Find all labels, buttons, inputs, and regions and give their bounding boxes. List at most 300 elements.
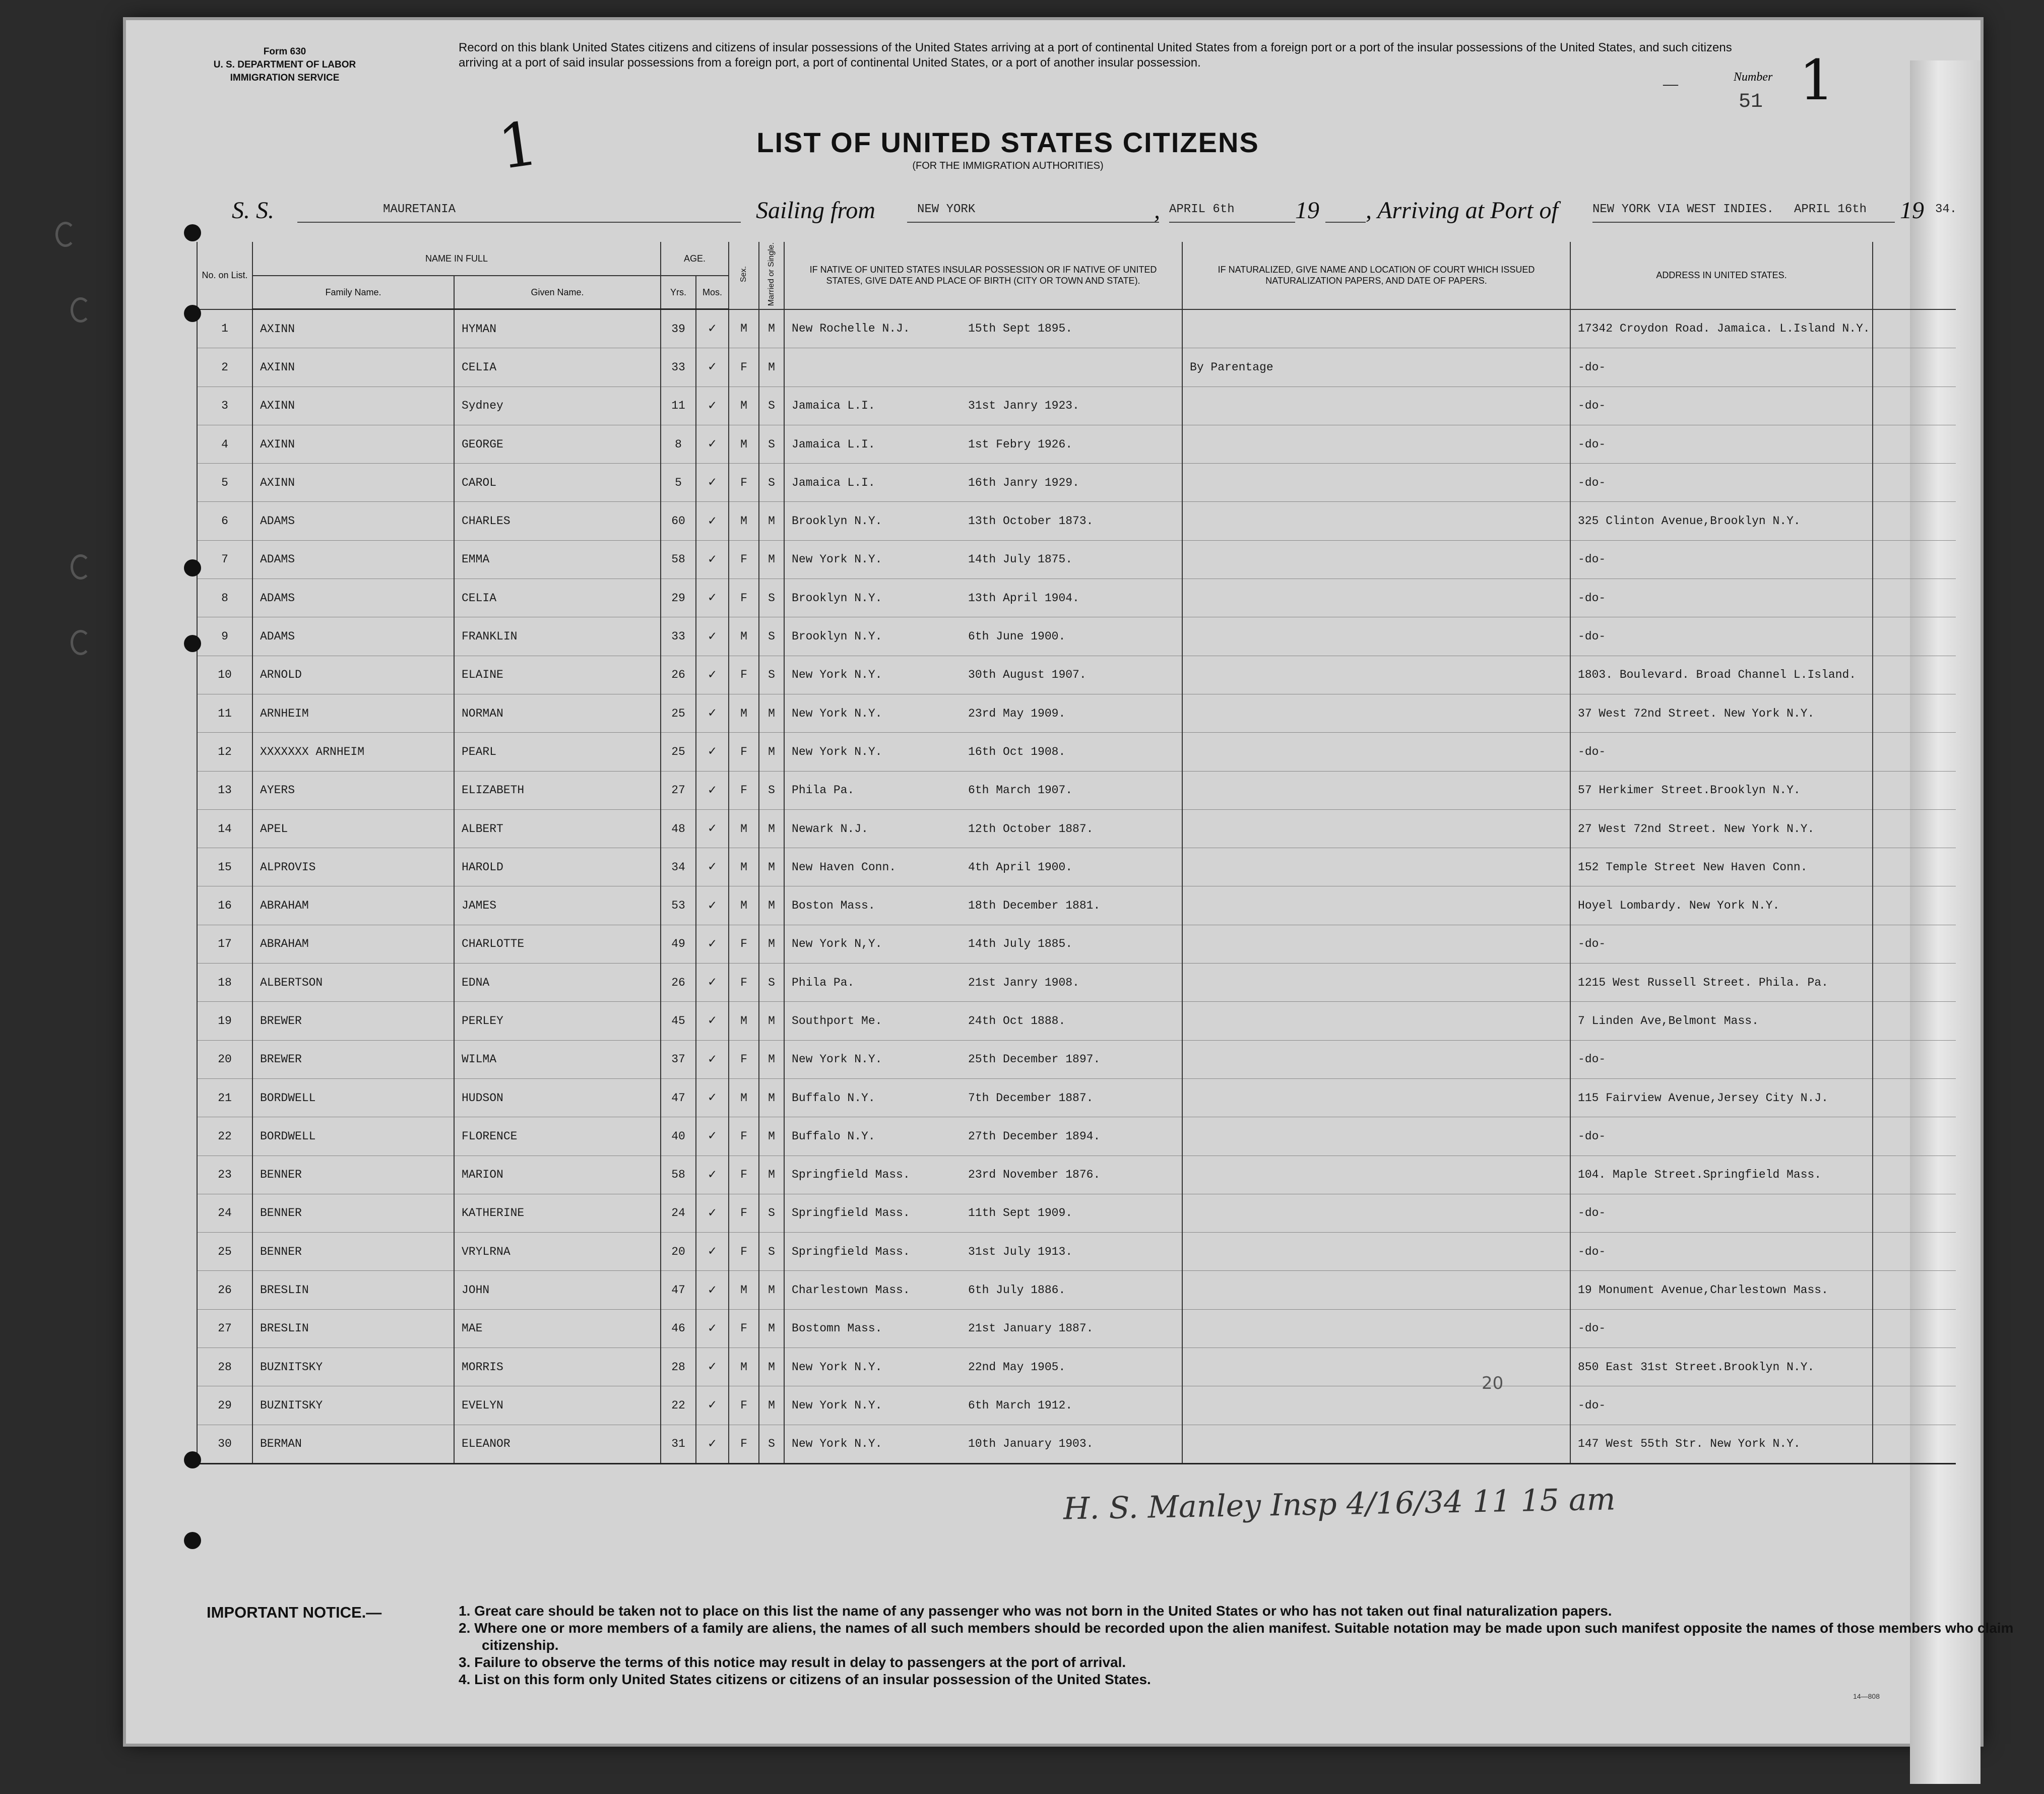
- naturalization: [1182, 425, 1570, 463]
- sex: F: [729, 1386, 759, 1425]
- table-row: [197, 733, 1956, 771]
- address: -do-: [1570, 1309, 1873, 1348]
- row-number: 29: [197, 1386, 252, 1425]
- blank-cell: [1873, 1194, 1956, 1232]
- birth-info: [784, 348, 1182, 387]
- age-years: 28: [661, 1348, 696, 1386]
- age-years: 26: [661, 964, 696, 1002]
- number-dash: —: [1663, 76, 1678, 92]
- age-years: 45: [661, 1002, 696, 1040]
- manifest-page: [126, 20, 2014, 1744]
- row-number: 18: [197, 964, 252, 1002]
- sex: F: [729, 1194, 759, 1232]
- number-handwritten: 1: [1799, 48, 1834, 112]
- age-months: ✓: [696, 848, 729, 886]
- row-number: 9: [197, 617, 252, 656]
- marital-status: S: [759, 1425, 784, 1463]
- naturalization: [1182, 886, 1570, 925]
- sex: M: [729, 1002, 759, 1040]
- age-months: ✓: [696, 348, 729, 387]
- birth-info: [784, 502, 1182, 540]
- family-name: BENNER: [252, 1233, 454, 1271]
- age-months: ✓: [696, 925, 729, 963]
- address: -do-: [1570, 1117, 1873, 1156]
- birth-info: [784, 809, 1182, 848]
- number-label: Number: [1734, 71, 1773, 84]
- address: -do-: [1570, 1233, 1873, 1271]
- family-name: ABRAHAM: [252, 925, 454, 963]
- family-name: AXINN: [252, 464, 454, 502]
- age-years: 22: [661, 1386, 696, 1425]
- inspector-signature: H. S. Manley Insp 4/16/34 11 15 am: [1063, 1482, 1616, 1527]
- sex: F: [729, 464, 759, 502]
- birth-info: [784, 1002, 1182, 1040]
- year-prefix: 19: [1295, 197, 1319, 224]
- table-row: [197, 1002, 1956, 1040]
- birth-place: New York N.Y.: [792, 1437, 882, 1451]
- family-name: AXINN: [252, 348, 454, 387]
- birth-place: Buffalo N.Y.: [792, 1091, 875, 1105]
- blank-cell: [1873, 502, 1956, 540]
- birth-place: Springfield Mass.: [792, 1245, 910, 1258]
- sex: F: [729, 1156, 759, 1194]
- intro-instructions: Record on this blank United States citizens and citizens of insular possessions of the United States arriving at a port of continental United States from a foreign port or a port of the insular possessions of the United States, and such citizens arriving at a port of said insular possessions from a foreign port, a port of continental United States, or a port of another insular possession.: [459, 41, 1732, 70]
- given-name: CHARLOTTE: [454, 925, 661, 963]
- given-name: ELIZABETH: [454, 771, 661, 809]
- birth-date: 15th Sept 1895.: [968, 322, 1073, 336]
- table-row: [197, 1348, 1956, 1386]
- birth-date: 24th Oct 1888.: [968, 1014, 1066, 1028]
- notice-heading: IMPORTANT NOTICE.—: [207, 1604, 382, 1621]
- marital-status: M: [759, 540, 784, 579]
- naturalization: [1182, 771, 1570, 809]
- binder-ring: [71, 297, 91, 323]
- table-row: [197, 309, 1956, 348]
- given-name: ELAINE: [454, 656, 661, 694]
- form-id-line: IMMIGRATION SERVICE: [230, 73, 340, 83]
- given-name: CAROL: [454, 464, 661, 502]
- col-header-name-in-full: NAME IN FULL: [252, 242, 661, 276]
- given-name: EDNA: [454, 964, 661, 1002]
- birth-place: Brooklyn N.Y.: [792, 515, 882, 528]
- col-header-address: ADDRESS IN UNITED STATES.: [1570, 242, 1873, 309]
- notice-item: 3. Failure to observe the terms of this notice may result in delay to passengers at the port of arrival.: [459, 1654, 1126, 1670]
- age-years: 5: [661, 464, 696, 502]
- address: -do-: [1570, 464, 1873, 502]
- col-header-family: Family Name.: [252, 276, 454, 309]
- birth-date: 12th October 1887.: [968, 822, 1094, 836]
- birth-place: New York N.Y.: [792, 707, 882, 720]
- age-years: 29: [661, 579, 696, 617]
- sex: M: [729, 617, 759, 656]
- age-months: ✓: [696, 886, 729, 925]
- family-name: ADAMS: [252, 502, 454, 540]
- family-name: BORDWELL: [252, 1117, 454, 1156]
- birth-info: [784, 579, 1182, 617]
- age-months: ✓: [696, 540, 729, 579]
- row-number: 16: [197, 886, 252, 925]
- birth-place: New Rochelle N.J.: [792, 322, 910, 336]
- address: -do-: [1570, 425, 1873, 463]
- birth-place: Springfield Mass.: [792, 1206, 910, 1220]
- birth-date: 31st July 1913.: [968, 1245, 1073, 1258]
- birth-date: 13th October 1873.: [968, 515, 1094, 528]
- given-name: HUDSON: [454, 1078, 661, 1117]
- row-number: 8: [197, 579, 252, 617]
- col-header-blank: [1873, 242, 1956, 309]
- birth-place: Jamaica L.I.: [792, 399, 875, 413]
- row-number: 25: [197, 1233, 252, 1271]
- sex: F: [729, 1425, 759, 1463]
- birth-info: [784, 733, 1182, 771]
- address: 325 Clinton Avenue,Brooklyn N.Y.: [1570, 502, 1873, 540]
- birth-date: 21st Janry 1908.: [968, 976, 1079, 989]
- birth-info: [784, 1348, 1182, 1386]
- address: 37 West 72nd Street. New York N.Y.: [1570, 694, 1873, 732]
- birth-info: [784, 656, 1182, 694]
- marital-status: S: [759, 656, 784, 694]
- naturalization: [1182, 1348, 1570, 1386]
- birth-place: Phila Pa.: [792, 976, 855, 989]
- marital-status: M: [759, 1271, 784, 1309]
- birth-date: 16th Janry 1929.: [968, 476, 1079, 489]
- given-name: HAROLD: [454, 848, 661, 886]
- sex: F: [729, 771, 759, 809]
- address: 115 Fairview Avenue,Jersey City N.J.: [1570, 1078, 1873, 1117]
- blank-cell: [1873, 579, 1956, 617]
- row-number: 30: [197, 1425, 252, 1463]
- naturalization: [1182, 1078, 1570, 1117]
- naturalization: By Parentage: [1182, 348, 1570, 387]
- marital-status: S: [759, 964, 784, 1002]
- table-row: [197, 540, 1956, 579]
- blank-cell: [1873, 1078, 1956, 1117]
- table-row: [197, 425, 1956, 463]
- age-years: 47: [661, 1078, 696, 1117]
- age-months: ✓: [696, 1078, 729, 1117]
- table-row: [197, 1078, 1956, 1117]
- ship-underline: [297, 222, 741, 223]
- age-months: ✓: [696, 425, 729, 463]
- naturalization: [1182, 1233, 1570, 1271]
- passenger-table: [197, 242, 1956, 1464]
- birth-date: 6th July 1886.: [968, 1284, 1066, 1297]
- naturalization: [1182, 1386, 1570, 1425]
- birth-info: [784, 1271, 1182, 1309]
- sex: F: [729, 733, 759, 771]
- family-name: ALPROVIS: [252, 848, 454, 886]
- marital-status: M: [759, 1002, 784, 1040]
- birth-place: New York N.Y.: [792, 1398, 882, 1412]
- birth-place: Charlestown Mass.: [792, 1284, 910, 1297]
- col-header-sex: Sex.: [729, 242, 759, 309]
- blank-cell: [1873, 1386, 1956, 1425]
- table-row: [197, 1386, 1956, 1425]
- birth-date: 10th January 1903.: [968, 1437, 1094, 1451]
- address: 850 East 31st Street.Brooklyn N.Y.: [1570, 1348, 1873, 1386]
- marital-status: M: [759, 1386, 784, 1425]
- blank-cell: [1873, 617, 1956, 656]
- sailing-date: APRIL 6th: [1169, 203, 1235, 216]
- address: -do-: [1570, 733, 1873, 771]
- blank-cell: [1873, 848, 1956, 886]
- marital-status: M: [759, 1040, 784, 1078]
- sailing-date-underline: [1169, 222, 1295, 223]
- birth-info: [784, 886, 1182, 925]
- birth-info: [784, 617, 1182, 656]
- family-name: ARNOLD: [252, 656, 454, 694]
- given-name: MAE: [454, 1309, 661, 1348]
- birth-date: 22nd May 1905.: [968, 1360, 1066, 1374]
- birth-info: [784, 848, 1182, 886]
- address: 152 Temple Street New Haven Conn.: [1570, 848, 1873, 886]
- blank-cell: [1873, 1040, 1956, 1078]
- address: -do-: [1570, 1194, 1873, 1232]
- col-header-naturalized: IF NATURALIZED, GIVE NAME AND LOCATION OF COURT WHICH ISSUED NATURALIZATION PAPERS, AND DATE OF PAPERS.: [1182, 242, 1570, 309]
- family-name: BUZNITSKY: [252, 1386, 454, 1425]
- address: -do-: [1570, 348, 1873, 387]
- form-identifier: [171, 45, 398, 85]
- blank-cell: [1873, 540, 1956, 579]
- year-underline: [1325, 222, 1366, 223]
- binder-hole: [184, 1451, 201, 1468]
- age-months: ✓: [696, 656, 729, 694]
- sex: F: [729, 1233, 759, 1271]
- table-row: [197, 694, 1956, 732]
- naturalization: [1182, 1309, 1570, 1348]
- row-number: 2: [197, 348, 252, 387]
- family-name: AXINN: [252, 309, 454, 348]
- birth-date: 23rd November 1876.: [968, 1168, 1101, 1182]
- naturalization: [1182, 579, 1570, 617]
- row-number: 23: [197, 1156, 252, 1194]
- marital-status: M: [759, 848, 784, 886]
- family-name: XXXXXXX ARNHEIM: [252, 733, 454, 771]
- age-years: 58: [661, 540, 696, 579]
- birth-info: [784, 1156, 1182, 1194]
- birth-date: 18th December 1881.: [968, 899, 1101, 913]
- address: -do-: [1570, 617, 1873, 656]
- birth-date: 14th July 1885.: [968, 937, 1073, 951]
- blank-cell: [1873, 425, 1956, 463]
- blank-cell: [1873, 733, 1956, 771]
- marital-status: S: [759, 617, 784, 656]
- given-name: GEORGE: [454, 425, 661, 463]
- table-row: [197, 656, 1956, 694]
- arriving-label: , Arriving at Port of: [1366, 197, 1558, 224]
- birth-place: New Haven Conn.: [792, 860, 897, 874]
- address: 17342 Croydon Road. Jamaica. L.Island N.Y.: [1570, 309, 1873, 348]
- blank-cell: [1873, 464, 1956, 502]
- birth-info: [784, 1078, 1182, 1117]
- address: -do-: [1570, 387, 1873, 425]
- address: 147 West 55th Str. New York N.Y.: [1570, 1425, 1873, 1463]
- marital-status: M: [759, 1117, 784, 1156]
- naturalization: [1182, 387, 1570, 425]
- marital-status: M: [759, 1156, 784, 1194]
- marital-status: S: [759, 1233, 784, 1271]
- table-row: [197, 1156, 1956, 1194]
- age-years: 47: [661, 1271, 696, 1309]
- table-row: [197, 848, 1956, 886]
- birth-info: [784, 964, 1182, 1002]
- given-name: CELIA: [454, 579, 661, 617]
- address: 7 Linden Ave,Belmont Mass.: [1570, 1002, 1873, 1040]
- voyage-line: [232, 197, 1996, 232]
- table-row: [197, 1117, 1956, 1156]
- blank-cell: [1873, 1156, 1956, 1194]
- sex: M: [729, 848, 759, 886]
- birth-info: [784, 425, 1182, 463]
- given-name: EVELYN: [454, 1386, 661, 1425]
- arrival-year-prefix: 19: [1900, 197, 1924, 224]
- address: -do-: [1570, 925, 1873, 963]
- birth-place: Jamaica L.I.: [792, 437, 875, 451]
- birth-place: Boston Mass.: [792, 899, 875, 913]
- age-years: 31: [661, 1425, 696, 1463]
- marital-status: M: [759, 733, 784, 771]
- family-name: ADAMS: [252, 540, 454, 579]
- age-months: ✓: [696, 964, 729, 1002]
- blank-cell: [1873, 309, 1956, 348]
- birth-info: [784, 1425, 1182, 1463]
- birth-info: [784, 387, 1182, 425]
- given-name: KATHERINE: [454, 1194, 661, 1232]
- given-name: JOHN: [454, 1271, 661, 1309]
- age-months: ✓: [696, 694, 729, 732]
- blank-cell: [1873, 964, 1956, 1002]
- naturalization: [1182, 464, 1570, 502]
- col-header-age: AGE.: [661, 242, 729, 276]
- birth-date: 11th Sept 1909.: [968, 1206, 1073, 1220]
- birth-date: 25th December 1897.: [968, 1053, 1101, 1066]
- given-name: HYMAN: [454, 309, 661, 348]
- birth-place: Springfield Mass.: [792, 1168, 910, 1182]
- family-name: ADAMS: [252, 579, 454, 617]
- age-years: 24: [661, 1194, 696, 1232]
- blank-cell: [1873, 1002, 1956, 1040]
- birth-date: 7th December 1887.: [968, 1091, 1094, 1105]
- sex: M: [729, 387, 759, 425]
- row-number: 17: [197, 925, 252, 963]
- blank-cell: [1873, 1271, 1956, 1309]
- address: -do-: [1570, 1386, 1873, 1425]
- naturalization: [1182, 848, 1570, 886]
- marital-status: M: [759, 348, 784, 387]
- age-months: ✓: [696, 502, 729, 540]
- sex: F: [729, 1040, 759, 1078]
- age-years: 26: [661, 656, 696, 694]
- sex: F: [729, 1309, 759, 1348]
- family-name: AXINN: [252, 387, 454, 425]
- naturalization: [1182, 1040, 1570, 1078]
- age-months: ✓: [696, 733, 729, 771]
- age-years: 33: [661, 348, 696, 387]
- naturalization: [1182, 925, 1570, 963]
- birth-date: 14th July 1875.: [968, 553, 1073, 566]
- table-row: [197, 1309, 1956, 1348]
- age-years: 20: [661, 1233, 696, 1271]
- binder-hole: [184, 305, 201, 322]
- address: -do-: [1570, 579, 1873, 617]
- table-row: [197, 964, 1956, 1002]
- birth-date: 31st Janry 1923.: [968, 399, 1079, 413]
- birth-place: Newark N.J.: [792, 822, 868, 836]
- birth-place: Brooklyn N.Y.: [792, 591, 882, 605]
- birth-date: 13th April 1904.: [968, 591, 1079, 605]
- birth-info: [784, 540, 1182, 579]
- table-row: [197, 617, 1956, 656]
- page-subtitle: (FOR THE IMMIGRATION AUTHORITIES): [912, 160, 1104, 171]
- arrival-year: 34.: [1935, 203, 1957, 216]
- naturalization: [1182, 540, 1570, 579]
- marital-status: M: [759, 694, 784, 732]
- row-number: 28: [197, 1348, 252, 1386]
- age-years: 49: [661, 925, 696, 963]
- notice-item: 1. Great care should be taken not to place on this list the name of any passenger who was not born in the United States or who has not taken out final naturalization papers.: [459, 1603, 1612, 1619]
- sex: M: [729, 1348, 759, 1386]
- arriving-port: NEW YORK VIA WEST INDIES.: [1592, 203, 1774, 216]
- birth-date: 16th Oct 1908.: [968, 745, 1066, 758]
- birth-date: 23rd May 1909.: [968, 707, 1066, 720]
- blank-cell: [1873, 694, 1956, 732]
- naturalization: [1182, 1194, 1570, 1232]
- birth-info: [784, 1040, 1182, 1078]
- sailing-underline: [907, 222, 1159, 223]
- age-months: ✓: [696, 309, 729, 348]
- comma: ,: [1154, 197, 1160, 224]
- blank-cell: [1873, 771, 1956, 809]
- birth-info: [784, 694, 1182, 732]
- binder-hole: [184, 1532, 201, 1549]
- sailing-from: NEW YORK: [917, 203, 976, 216]
- notice-item: 4. List on this form only United States citizens or citizens of an insular possession of the United States.: [459, 1672, 1151, 1687]
- given-name: ALBERT: [454, 809, 661, 848]
- family-name: BUZNITSKY: [252, 1348, 454, 1386]
- marital-status: S: [759, 425, 784, 463]
- age-years: 48: [661, 809, 696, 848]
- notice-item: 2. Where one or more members of a family are aliens, the names of all such members should be recorded upon the alien manifest. Suitable notation may be made upon such manifest opposite the names of those members who claim citizenship.: [459, 1620, 2014, 1653]
- sex: F: [729, 348, 759, 387]
- binder-hole: [184, 559, 201, 576]
- naturalization: [1182, 1002, 1570, 1040]
- given-name: MARION: [454, 1156, 661, 1194]
- sex: F: [729, 540, 759, 579]
- marital-status: M: [759, 502, 784, 540]
- naturalization: [1182, 694, 1570, 732]
- birth-info: [784, 1386, 1182, 1425]
- age-years: 53: [661, 886, 696, 925]
- birth-date: 6th March 1912.: [968, 1398, 1073, 1412]
- birth-place: New York N.Y.: [792, 745, 882, 758]
- marital-status: S: [759, 579, 784, 617]
- age-months: ✓: [696, 771, 729, 809]
- blank-cell: [1873, 809, 1956, 848]
- page-title: LIST OF UNITED STATES CITIZENS: [756, 126, 1259, 158]
- family-name: BREWER: [252, 1002, 454, 1040]
- blank-cell: [1873, 348, 1956, 387]
- sailing-label: Sailing from: [756, 197, 875, 224]
- family-name: AYERS: [252, 771, 454, 809]
- family-name: ALBERTSON: [252, 964, 454, 1002]
- col-header-yrs: Yrs.: [661, 276, 696, 309]
- sex: F: [729, 925, 759, 963]
- col-header-birth: IF NATIVE OF UNITED STATES INSULAR POSSESSION OR IF NATIVE OF UNITED STATES, GIVE DATE AND PLACE OF BIRTH (CITY OR TOWN AND STATE).: [784, 242, 1182, 309]
- family-name: AXINN: [252, 425, 454, 463]
- age-months: ✓: [696, 1002, 729, 1040]
- birth-place: Brooklyn N.Y.: [792, 630, 882, 644]
- birth-date: 6th March 1907.: [968, 784, 1073, 797]
